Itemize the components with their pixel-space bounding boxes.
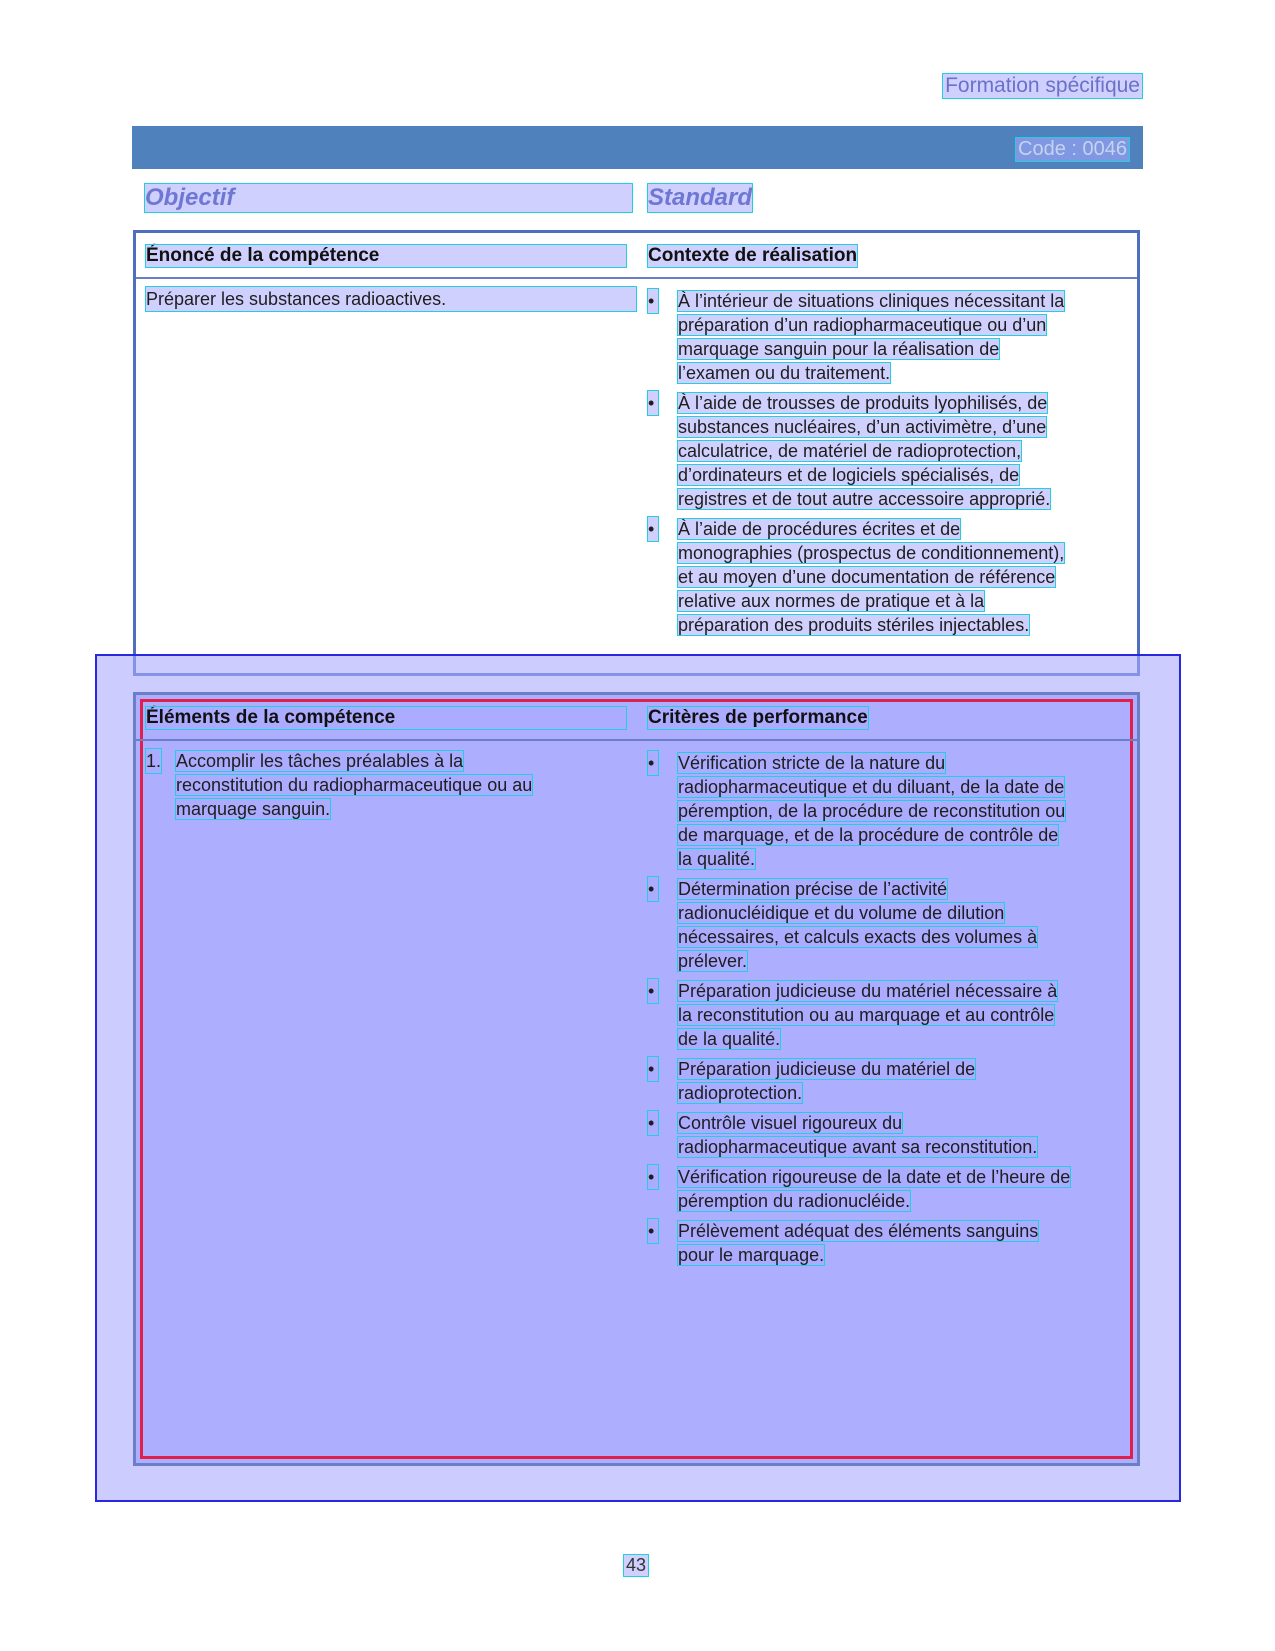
criterion-line: Contrôle visuel rigoureux du <box>678 1113 903 1133</box>
context-item <box>648 517 1118 637</box>
context-line: À l’intérieur de situations cliniques nécessitant la <box>678 291 1065 311</box>
document-title: Formation spécifique <box>945 74 1140 97</box>
header-contexte: Contexte de réalisation <box>648 245 858 266</box>
criterion-line: Prélèvement adéquat des éléments sanguins <box>678 1221 1039 1241</box>
competence-table-header <box>136 233 1137 279</box>
context-line: substances nucléaires, d’un activimètre, d’une <box>678 417 1047 437</box>
bullet-dot-icon: • <box>648 1057 658 1081</box>
criteria-list <box>648 751 1118 1273</box>
header-criteres: Critères de performance <box>648 707 868 728</box>
criterion-line: de la qualité. <box>678 1029 781 1049</box>
criterion-line: Préparation judicieuse du matériel nécessaire à <box>678 981 1058 1001</box>
criterion-line: radiopharmaceutique avant sa reconstitution. <box>678 1137 1038 1157</box>
context-line: relative aux normes de pratique et à la <box>678 591 985 611</box>
bullet-dot-icon: • <box>648 1111 658 1135</box>
criterion-line: Vérification stricte de la nature du <box>678 753 946 773</box>
criterion-item <box>648 979 1118 1051</box>
criterion-line: péremption, de la procédure de reconstitution ou <box>678 801 1066 821</box>
bullet-dot-icon: • <box>648 877 658 901</box>
criterion-line: Vérification rigoureuse de la date et de l’heure de <box>678 1167 1071 1187</box>
criterion-line: péremption du radionucléide. <box>678 1191 911 1211</box>
criterion-item <box>648 1219 1118 1267</box>
bullet-dot-icon: • <box>648 289 658 313</box>
competence-table <box>133 230 1140 676</box>
code-bar <box>132 126 1143 169</box>
element-number: 1. <box>146 751 162 771</box>
criterion-line: radiopharmaceutique et du diluant, de la date de <box>678 777 1065 797</box>
context-line: d’ordinateurs et de logiciels spécialisés, de <box>678 465 1020 485</box>
criterion-item <box>648 1057 1118 1105</box>
bullet-dot-icon: • <box>648 1219 658 1243</box>
context-line: À l’aide de procédures écrites et de <box>678 519 961 539</box>
element-item <box>146 749 646 821</box>
bullet-dot-icon: • <box>648 1165 658 1189</box>
context-line: et au moyen d’une documentation de référence <box>678 567 1056 587</box>
criterion-line: la qualité. <box>678 849 756 869</box>
element-text <box>146 749 646 821</box>
header-enonce: Énoncé de la compétence <box>146 245 626 267</box>
context-item <box>648 289 1118 385</box>
element-line: marquage sanguin. <box>176 799 331 819</box>
context-line: préparation d’un radiopharmaceutique ou d’un <box>678 315 1047 335</box>
bullet-dot-icon: • <box>648 391 658 415</box>
criterion-line: Détermination précise de l’activité <box>678 879 948 899</box>
element-line: reconstitution du radiopharmaceutique ou au <box>176 775 533 795</box>
competence-statement: Préparer les substances radioactives. <box>146 287 636 311</box>
criterion-line: radionucléidique et du volume de dilution <box>678 903 1005 923</box>
criterion-item <box>648 877 1118 973</box>
context-line: À l’aide de trousses de produits lyophilisés, de <box>678 393 1048 413</box>
context-list <box>648 289 1118 643</box>
performance-table-header <box>136 695 1137 741</box>
context-line: préparation des produits stériles injectables. <box>678 615 1030 635</box>
criterion-item <box>648 751 1118 871</box>
criterion-line: Préparation judicieuse du matériel de <box>678 1059 976 1079</box>
criterion-item <box>648 1111 1118 1159</box>
section-heading-objectif: Objectif <box>145 184 632 212</box>
context-line: l’examen ou du traitement. <box>678 363 891 383</box>
page-number: 43 <box>626 1555 647 1575</box>
criterion-item <box>648 1165 1118 1213</box>
criterion-line: pour le marquage. <box>678 1245 825 1265</box>
criterion-line: de marquage, et de la procédure de contrôle de <box>678 825 1059 845</box>
context-line: registres et de tout autre accessoire approprié. <box>678 489 1051 509</box>
criterion-line: prélever. <box>678 951 748 971</box>
criterion-line: la reconstitution ou au marquage et au contrôle <box>678 1005 1055 1025</box>
context-line: calculatrice, de matériel de radioprotection, <box>678 441 1022 461</box>
bullet-dot-icon: • <box>648 517 658 541</box>
section-heading-standard: Standard <box>648 184 753 211</box>
criterion-line: nécessaires, et calculs exacts des volumes à <box>678 927 1038 947</box>
bullet-dot-icon: • <box>648 751 658 775</box>
code-label: Code : 0046 <box>1018 138 1127 160</box>
header-elements: Éléments de la compétence <box>146 707 626 729</box>
bullet-dot-icon: • <box>648 979 658 1003</box>
context-item <box>648 391 1118 511</box>
element-line: Accomplir les tâches préalables à la <box>176 751 464 771</box>
performance-table <box>133 692 1140 1466</box>
context-line: monographies (prospectus de conditionnement), <box>678 543 1065 563</box>
criterion-line: radioprotection. <box>678 1083 803 1103</box>
context-line: marquage sanguin pour la réalisation de <box>678 339 1000 359</box>
